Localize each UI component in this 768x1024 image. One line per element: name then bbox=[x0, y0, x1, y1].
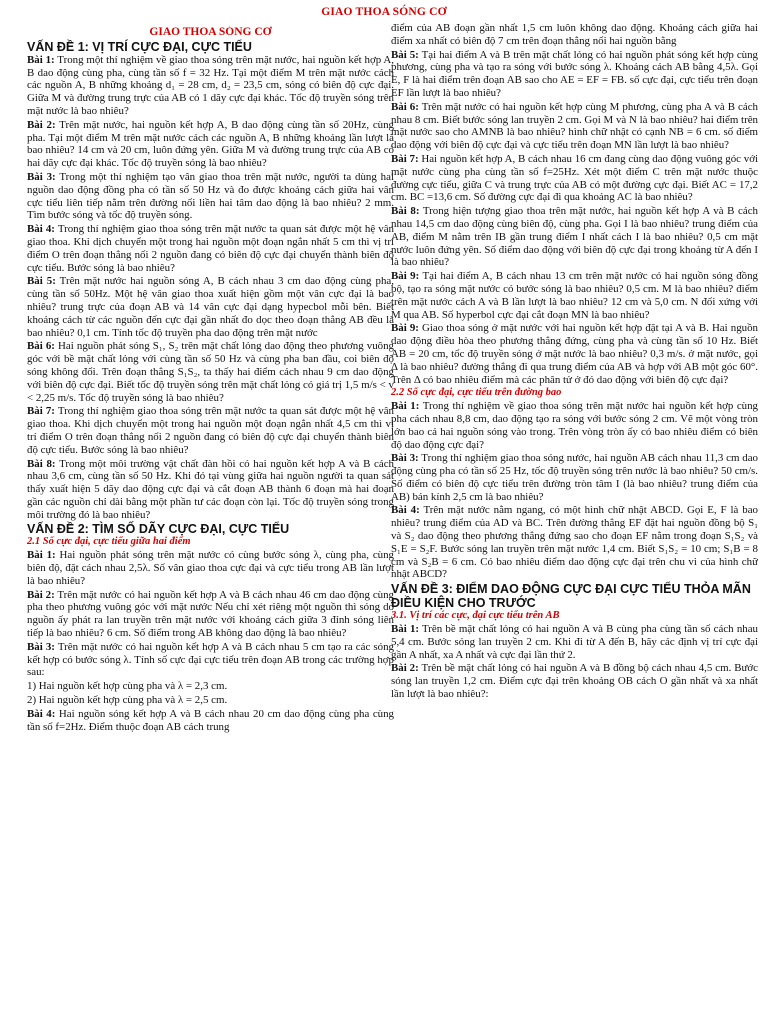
problem-text: Trong một thí nghiệm về giao thoa sóng trên mặt nước, hai nguồn kết hợp A, B dao động cùng pha, cùng tần số f = 32 Hz. Tại một điểm M trên mặt nước cách các nguồn A, B những khoảng d₁ = 28 cm, d₂ = 23,5 cm, sóng có biên độ cực đại. Giữa M và đường trung trực của AB có 1 dãy cực đại khác. Tốc độ truyền sóng trên mặt nước là bao nhiêu? bbox=[27, 53, 394, 117]
problem-text: Tại hai điểm A, B cách nhau 13 cm trên mặt nước có hai nguồn sóng đồng bộ, tạo ra sóng mặt nước có bước sóng là bao nhiêu? 0,5 cm. M là bao nhiêu? điểm trên mặt nước cách A và B lần lượt là bao nhiêu? 12 cm và 5,0 cm. N đối xứng với M qua AB. Số hyperbol cực đại cắt đoạn MN là bao nhiêu? bbox=[391, 270, 758, 321]
problem-text: Trong một thí nghiệm tạo vân giao thoa trên mặt nước, người ta dùng hai nguồn dao động đồng pha có tần số 50 Hz và đo được khoảng cách giữa hai vân cực tiểu liên tiếp nằm trên đường nối liền hai tâm dao động là bao nhiêu? 2 mm. Tìm bước sóng và tốc độ truyền sóng. bbox=[27, 170, 394, 222]
problem-text: Trên mặt nước, hai nguồn kết hợp A, B dao động cùng tần số 20Hz, cùng pha. Tại một điểm M trên mặt nước cách các nguồn A, B những khoảng lần lượt là bao nhiêu? 14 cm và 20 cm, luôn đứng yên. Giữa M và đường trung trực của AB có hai dãy cực đại khác. Tốc độ truyền sóng là bao nhiêu? bbox=[27, 118, 394, 170]
problem-label: Bài 3: bbox=[27, 170, 56, 183]
subsection-heading: 2.2 Số cực đại, cực tiểu trên đường bao bbox=[391, 387, 562, 399]
problem-paragraph bbox=[27, 275, 394, 339]
problem-paragraph bbox=[27, 54, 394, 118]
problem-text: Trong một môi trường vật chất đàn hồi có hai nguồn kết hợp A và B cách nhau 3,6 cm, cùng tần số 50 Hz. Khi đó tại vùng giữa hai nguồn người ta quan sát thấy xuất hiện 5 dãy dao động cực đại và cắt đoạn AB thành 6 đoạn mà hai đoạn gần các nguồn chỉ dài bằng một phần tư các đoạn còn lại. Tốc độ truyền sóng trong môi trường đó là bao nhiêu? bbox=[27, 457, 394, 521]
topic-heading: VẤN ĐỀ 3: ĐIỂM DAO ĐỘNG CỰC ĐẠI CỰC TIỂU THỎA MÃN ĐIỀU KIỆN CHO TRƯỚC bbox=[391, 582, 751, 611]
problem-paragraph bbox=[27, 589, 394, 640]
problem-paragraph bbox=[391, 205, 758, 269]
problem-text: Trong thí nghiệm giao thoa sóng nước, hai nguồn AB cách nhau 11,3 cm dao động cùng pha có tần số 25 Hz, tốc độ truyền sóng trên nước là bao nhiêu? 50 cm/s. Số điểm có biên độ cực tiểu trên đường tròn tâm I (là bao nhiêu? trung điểm của AB) bán kính 2,5 cm là bao nhiêu? bbox=[391, 452, 758, 503]
problem-label: Bài 8: bbox=[391, 205, 420, 218]
problem-text: Trong thí nghiệm giao thoa sóng trên mặt nước ta quan sát được một hệ vân giao thoa. Khi dịch chuyển một trong hai nguồn một đoạn ngắn nhất 5 cm thì vị trí điểm O trên đoạn thẳng nối 2 nguồn đang có biên độ cực đại chuyển thành biên độ cực tiểu. Bước sóng là bao nhiêu? bbox=[27, 223, 394, 274]
section-subtitle: GIAO THOA SÓNG CƠ bbox=[149, 26, 272, 38]
continued-text: điểm của AB đoạn gần nhất 1,5 cm luôn không dao động. Khoảng cách giữa hai điểm xa nhất có biên độ 7 cm trên đoạn thẳng nối hai nguồn bằng bbox=[391, 22, 758, 47]
problem-paragraph bbox=[391, 322, 758, 386]
problem-label: Bài 4: bbox=[27, 707, 56, 720]
problem-text: Trên mặt nước có hai nguồn kết hợp A và B cách nhau 46 cm dao động cùng pha theo phương vuông góc với mặt nước Nếu chỉ xét riêng một nguồn thì sóng do nguồn ấy phát ra lan truyền trên mặt nước với khoảng cách giữa 3 đỉnh sóng liên tiếp là bao nhiêu? 6 cm. Số điểm trong AB không dao động là bao nhiêu? bbox=[27, 588, 394, 640]
problem-paragraph bbox=[391, 662, 758, 700]
problem-label: Bài 3: bbox=[27, 640, 55, 653]
problem-label: Bài 7: bbox=[391, 152, 419, 165]
problem-paragraph bbox=[27, 171, 394, 222]
topic-heading: VẤN ĐỀ 1: VỊ TRÍ CỰC ĐẠI, CỰC TIỂU bbox=[27, 39, 252, 54]
problem-label: Bài 3: bbox=[391, 452, 419, 465]
problem-label: Bài 6: bbox=[391, 100, 419, 113]
problem-text: Hai nguồn sóng kết hợp A và B cách nhau 20 cm dao động cùng pha cùng tần số f=2Hz. Điểm thuộc đoạn AB cách trung bbox=[27, 707, 394, 733]
problem-paragraph bbox=[391, 504, 758, 581]
problem-label: Bài 4: bbox=[27, 223, 55, 236]
problem-paragraph bbox=[27, 549, 394, 587]
problem-label: Bài 5: bbox=[391, 48, 419, 61]
problem-label: Bài 9: bbox=[391, 270, 420, 283]
problem-paragraph bbox=[27, 119, 394, 170]
problem-paragraph bbox=[391, 623, 758, 661]
problem-label: Bài 1: bbox=[391, 400, 420, 413]
page-title: GIAO THOA SÓNG CƠ bbox=[321, 6, 447, 18]
problem-text: Trên bề mặt chất lỏng có hai nguồn A và B đồng bộ cách nhau 4,5 cm. Bước sóng lan truyền 1,2 cm. Điểm cực đại trên khoảng OB cách O gần nhất và xa nhất lần lượt là bao nhiêu?: bbox=[391, 662, 758, 701]
problem-paragraph bbox=[391, 270, 758, 321]
problem-text: Trên mặt nước có hai nguồn kết hợp A và B cách nhau 5 cm tạo ra các sóng kết hợp có bước sóng λ. Tính số cực đại cực tiểu trên đoạn AB trong các trường hợp sau: bbox=[27, 640, 394, 679]
problem-text: Giao thoa sóng ở mặt nước với hai nguồn kết hợp đặt tại A và B. Hai nguồn dao động điều hòa theo phương thẳng đứng, cùng pha và cùng tần số 10 Hz. Biết AB = 20 cm, tốc độ truyền sóng ở mặt nước là bao nhiêu? 0,3 m/s. ở mặt nước, gọi Δ là bao nhiêu? đường thẳng đi qua trung điểm của AB và hợp với AB một góc 60°. Trên Δ có bao nhiêu điểm mà các phân tử ở đó dao động với biên độ cực đại? bbox=[391, 322, 758, 386]
problem-paragraph bbox=[27, 458, 394, 522]
problem-text: Hai nguồn phát sóng trên mặt nước có cùng bước sóng λ, cùng pha, cùng biên độ, đặt cách nhau 2,5λ. Số vân giao thoa cực đại và cực tiểu trong AB lần lượt là bao nhiêu? bbox=[27, 549, 394, 587]
problem-label: Bài 2: bbox=[27, 118, 56, 131]
problem-text: Trên bề mặt chất lỏng có hai nguồn A và B cùng pha cùng tần số cách nhau 5,4 cm. Bước sóng lan truyền 2 cm. Khi đi từ A đến B, hãy các định vị trí cực đại gần A nhất, xa A nhất và cực đại lần thứ 2. bbox=[391, 623, 758, 661]
problem-paragraph bbox=[27, 708, 394, 734]
problem-paragraph bbox=[391, 452, 758, 503]
problem-text: Trên mặt nước hai nguồn sóng A, B cách nhau 3 cm dao động cùng pha, cùng tần số 50Hz. Một hệ vân giao thoa xuất hiện gồm một vân cực đại là bao nhiêu? trung trực của đoạn AB và 14 vân cực đại dạng hypecbol mỗi bên. Biết khoảng cách từ các nguồn đến cực đại gần nhất đo dọc theo đoạn thẳng AB đều là bao nhiêu? 0,1 cm. Tính tốc độ truyền pha dao động trên mặt nước bbox=[27, 275, 394, 339]
problem-label: Bài 8: bbox=[27, 457, 56, 470]
problem-paragraph bbox=[27, 340, 394, 404]
problem-label: Bài 6: bbox=[27, 340, 55, 353]
problem-text: Hai nguồn kết hợp A, B cách nhau 16 cm đang cùng dao động vuông góc với mặt nước cùng pha cùng tần số f=25Hz. Xét một điểm C trên mặt nước thuộc đường cực tiểu, giữa C và trung trực của AB có một đường cực đại. Biết AC = 17,2 cm. BC =13,6 cm. Số đường cực đại đi qua khoảng AC là bao nhiêu? bbox=[391, 152, 758, 204]
problem-label: Bài 4: bbox=[391, 504, 420, 517]
problem-paragraph bbox=[27, 223, 394, 274]
problem-label: Bài 1: bbox=[27, 53, 55, 66]
problem-paragraph bbox=[391, 153, 758, 204]
right-column bbox=[391, 22, 758, 1016]
problem-text: Trong thí nghiệm về giao thoa sóng trên mặt nước hai nguồn kết hợp cùng pha cách nhau 8,8 cm, dao động tạo ra sóng với bước sóng 2 cm. Vẽ một vòng tròn lớn bao cả hai nguồn sóng vào trong. Trên vòng tròn ấy có bao nhiêu điểm có biên độ dao động cực đại? bbox=[391, 400, 758, 451]
problem-paragraph bbox=[391, 49, 758, 100]
topic-heading: VẤN ĐỀ 2: TÌM SỐ DÃY CỰC ĐẠI, CỰC TIỂU bbox=[27, 522, 290, 537]
problem-label: Bài 5: bbox=[27, 275, 56, 288]
problem-text: Tại hai điểm A và B trên mặt chất lỏng có hai nguồn phát sóng kết hợp cùng phương, cùng pha và tạo ra sóng với bước sóng λ. Khoảng cách AB bằng 4,5λ. Gọi E, F là hai điểm trên đoạn AB sao cho AE = EF = FB. số cực đại, cực tiểu trên đoạn EF lần lượt là bao nhiêu? bbox=[391, 48, 758, 99]
problem-text: Trong thí nghiệm giao thoa sóng trên mặt nước ta quan sát được một hệ vân giao thoa. Khi dịch chuyển một trong hai nguồn một đoạn ngắn nhất 4,5 cm thì vị trí điểm O trên đoạn thẳng nối 2 nguồn đang có biên độ cực đại chuyển thành biên độ cực tiểu. Bước sóng là bao nhiêu? bbox=[27, 405, 394, 456]
problem-label: Bài 2: bbox=[27, 588, 55, 601]
problem-text: Trong hiện tượng giao thoa trên mặt nước, hai nguồn kết hợp A và B cách nhau 14,5 cm dao động cùng biên độ, cùng pha. Gọi I là bao nhiêu? trung điểm của AB, điểm M nằm trên IB gần trung điểm I nhất cách I là bao nhiêu? 0,5 cm mặt nước luôn đứng yên. Số điểm dao động với biên độ cực đại trong khoảng từ A đến I là bao nhiêu? bbox=[391, 205, 758, 269]
problem-label: Bài 7: bbox=[27, 405, 55, 418]
left-column bbox=[27, 26, 394, 1020]
case-line: 1) Hai nguồn kết hợp cùng pha và λ = 2,3 cm. bbox=[27, 680, 228, 693]
problem-text: Trên mặt nước có hai nguồn kết hợp cùng M phương, cùng pha A và B cách nhau 8 cm. Biết bước sóng lan truyền 2 cm. Gọi M và N là bao nhiêu? hai điểm trên mặt nước sao cho AMNB là bao nhiêu? hình chữ nhật có cạnh NB = 6 cm. số điểm dao động với biên độ cực đại và cực tiểu trên đoạn MN lần lượt là bao nhiêu? bbox=[391, 100, 758, 152]
problem-label: Bài 9: bbox=[391, 322, 419, 335]
subsection-heading: 3.1. Vị trí các cực, đại cực tiểu trên AB bbox=[391, 610, 560, 622]
problem-text: Trên mặt nước nằm ngang, có một hình chữ nhật ABCD. Gọi E, F là bao nhiêu? trung điểm của AD và BC. Trên đường thẳng EF đặt hai nguồn đồng bộ S₁ và S₂ dao động theo phương thẳng đứng sao cho đoạn EF nằm trong đoạn S₁S₂ và S₁E = S₂F. Bước sóng lan truyền trên mặt nước 1,4 cm. Biết S₁S₂ = 10 cm; S₁B = 8 cm và S₂B = 6 cm. Có bao nhiêu điểm dao động cực đại trên chu vi của hình chữ nhật ABCD? bbox=[391, 504, 758, 581]
problem-paragraph bbox=[27, 641, 394, 679]
problem-label: Bài 1: bbox=[27, 549, 56, 562]
problem-paragraph bbox=[391, 400, 758, 451]
problem-paragraph bbox=[391, 101, 758, 152]
subsection-heading: 2.1 Số cực đại, cực tiểu giữa hai điểm bbox=[27, 536, 191, 548]
problem-paragraph bbox=[27, 405, 394, 456]
case-line: 2) Hai nguồn kết hợp cùng pha và λ = 2,5 cm. bbox=[27, 694, 228, 707]
problem-label: Bài 2: bbox=[391, 662, 419, 675]
problem-text: Hai nguồn phát sóng S₁, S₂ trên mặt chất lỏng dao động theo phương vuông góc với bề mặt chất lỏng với cùng tần số 50 Hz và cùng pha ban đầu, coi biên độ sóng không đổi. Trên đoạn thẳng S₁S₂, ta thấy hai điểm cách nhau 9 cm dao động với biên độ cực đại. Biết tốc độ truyền sóng trên mặt chất lỏng có giá trị 1,5 m/s < v < 2,25 m/s. Tốc độ truyền sóng là bao nhiêu? bbox=[27, 340, 394, 404]
problem-label: Bài 1: bbox=[391, 623, 420, 636]
